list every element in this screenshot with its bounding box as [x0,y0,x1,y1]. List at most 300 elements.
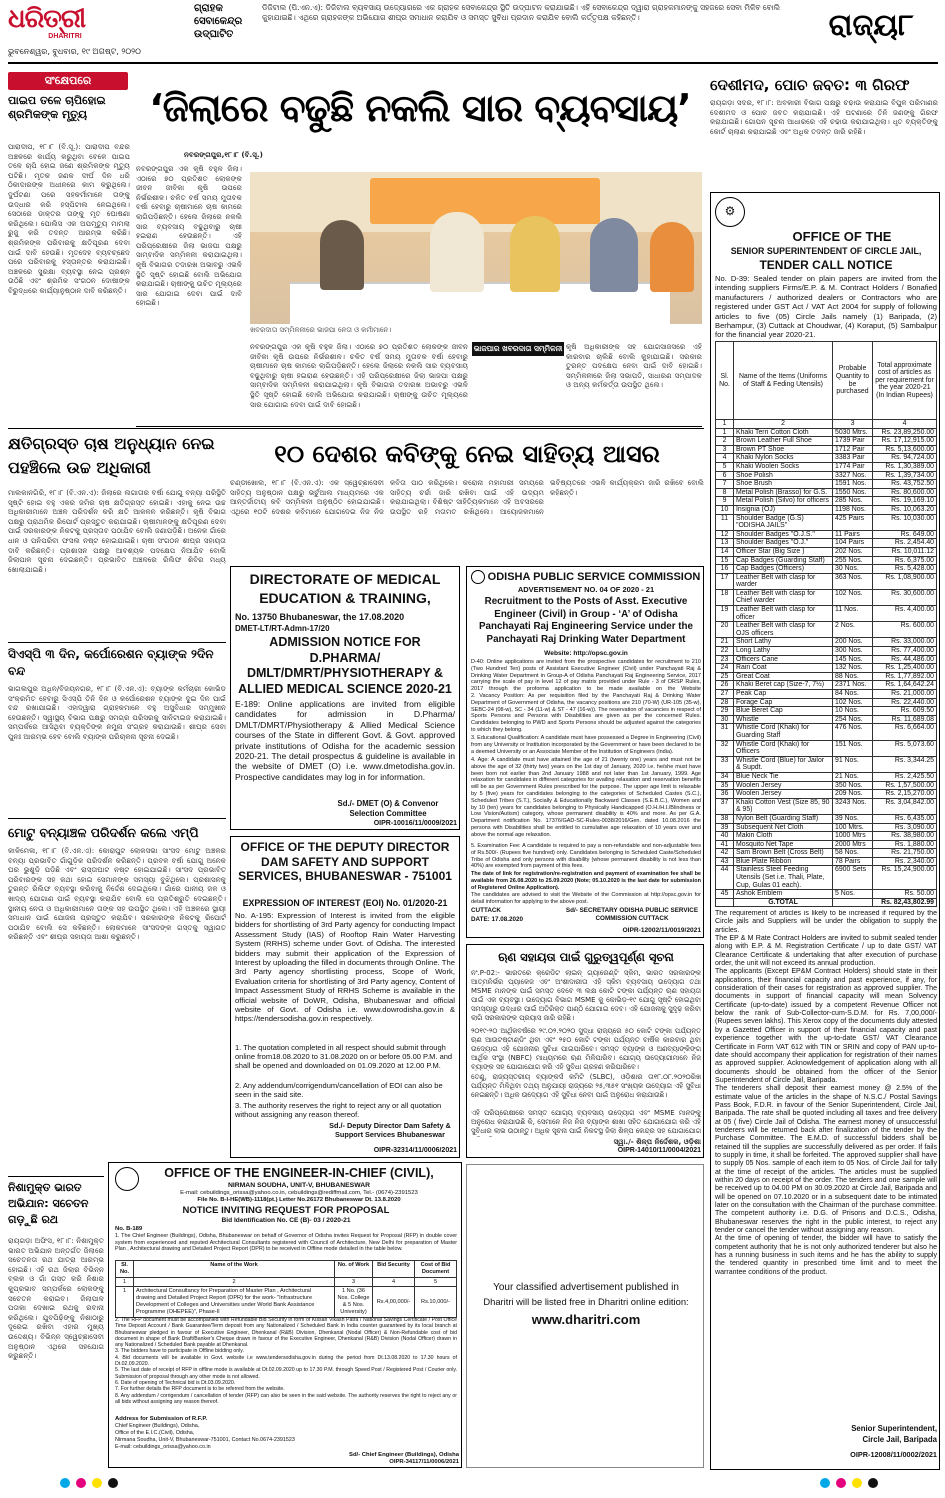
jail-total-label: G.TOTAL [734,898,833,907]
eic-th-sl: Sl. No. [116,1261,134,1278]
opsc-para-7: The candidates are advised to visit the Website of the Commission at http://opsc.gov.in for detail information for applying to the above post. [471,892,701,905]
jail-cell-sl: 37 [716,798,734,814]
jail-th-sl: Sl. No. [716,342,734,420]
eic-note: 8. Any addendum / corrigendum / cancellation of tender (RFP) can also be seen in the said website. The authority reserves the right to reject any or all bids without assigning any reason thereof. [115,1392,457,1405]
jail-cell-qty: 285 Nos. [833,497,873,506]
jail-cell-item: Rain Coat [734,664,833,673]
jail-table-body [716,428,937,898]
jail-cell-item: Leather Belt with clasp for officer [734,606,833,622]
eic-bid-id: Bid Identification No. CE (B)- 03 / 2020-21 [221,1217,351,1224]
jail-cell-qty: 1739 Pair [833,437,873,446]
jail-cell-qty: 254 Nos. [833,715,873,724]
jail-cell-cost: Rs. 77,400.00 [873,647,937,656]
brief-text: ପାରାଦୀପ, ୧୮।୮ (ବି.ସୂ.): ପାରାଦୀପ ବନ୍ଦର ଅଞ୍ଚଳରେ କାର୍ଯ୍ୟ କରୁଥିବା ବେଳେ ପାଇପ ତଳେ ଚାପି ହୋଇ ଜଣେ ଶ୍ରମିକଙ୍କ ମୃତ୍ୟୁ ଘଟିଛି। ମୃତକ ଜଣକ ଦୀର୍ଘ ଦିନ ଧରି ଠିକାଦାରଙ୍କ ଅଧୀନରେ କାମ କରୁଥିଲେ। ଦୁର୍ଘଟଣା ପରେ ସହକର୍ମୀମାନେ ତାଙ୍କୁ ଉଦ୍ଧାର କରି ହସ୍ପିଟାଲ ନେଇଥିଲେ। ସେଠାରେ ଡାକ୍ତର ତାଙ୍କୁ ମୃତ ଘୋଷଣା କରିଥିଲେ। ପୋଲିସ ଏକ ଅପମୃତ୍ୟୁ ମାମଲା ରୁଜୁ କରି ତଦନ୍ତ ଆରମ୍ଭ କରିଛି। ଶ୍ରମିକଙ୍କ ପରିବାରକୁ କ୍ଷତିପୂରଣ ଦେବା ପାଇଁ ଦାବି ହେଉଛି। ମୃତଦେହ ବ୍ୟବଚ୍ଛେଦ ପରେ ପରିବାରକୁ ହସ୍ତାନ୍ତର କରାଯାଇଛି। ଅଞ୍ଚଳରେ ସୁରକ୍ଷା ବ୍ୟବସ୍ଥା ନେଇ ପ୍ରଶ୍ନ ଉଠିଛି ଏବଂ ଶ୍ରମିକ ସଂଗଠନ ଦୋଷୀଙ୍କ ବିରୁଦ୍ଧରେ କାର୍ଯ୍ୟାନୁଷ୍ଠାନ ଦାବି କରିଛନ୍ତି। [8,142,130,295]
section-title: ରାଜ୍ୟ [828,8,898,43]
jail-cell-cost: Rs. 2,454.40 [873,539,937,548]
eic-num: 3 [335,1277,373,1287]
jail-cell-sl: 7 [716,480,734,489]
jail-cell-sl: 22 [716,647,734,656]
jail-cell-sl: 35 [716,781,734,790]
dam-point-2: 2. Any addendum/corrigendum/cancellation of EOI can also be seen in the said site. [235,1081,443,1100]
jail-cell-qty: 88 Nos. [833,672,873,681]
jail-sign-1: Senior Superintendent, [851,1424,937,1433]
jail-cell-cost: Rs. 10,011.12 [873,547,937,556]
jail-cell-qty: 151 Nos. [833,740,873,756]
brief-headline: ପାଇପ ତଳେ ଚାପିହୋଇ ଶ୍ରମିକଙ୍କ ମୃତ୍ୟୁ [8,94,106,121]
jail-cell-qty: 6900 Sets [833,866,873,890]
dam-point-1: 1. The quotation completed in all respect should submit through online from18.08.2020 to 31.08.2020 on or before 05.00 P.M. and shall be opened and downloaded on 01.09.2020 at 12.00 P.M. [235,1043,453,1071]
jail-cell-cost: Rs. 4,400.00 [873,606,937,622]
jail-cell-sl: 39 [716,823,734,832]
jail-cell-qty: 102 Nos. [833,698,873,707]
opsc-date: DATE: 17.08.2020 [471,916,524,923]
eic-cell-sl: 1 [116,1287,134,1317]
divider-left [8,428,704,429]
dam-title: EXPRESSION OF INTEREST (EOI) No. 01/2020-21 [242,898,448,908]
jail-total-spacer [716,898,734,907]
opsc-code: OIPR-12002/11/0019/2021 [622,927,701,934]
jail-cell-item: Khaki Nylon Socks [734,454,833,463]
jail-cell-item: Subsequent Net Cloth [734,823,833,832]
eic-ad [108,1162,462,1468]
lead-photo-caption: ଖବରଦାତା ସମ୍ମିଳନୀରେ ଭାଜପା ନେତା ଓ କର୍ମୀମାନେ। [250,326,392,334]
jail-col-num: 1 [716,420,734,429]
divider-rath [8,1176,104,1177]
jail-cell-item: Blue Beret Cap [734,707,833,716]
jail-cell-sl: 2 [716,437,734,446]
jail-cell-sl: 13 [716,539,734,548]
eic-th-cost: Cost of Bid Document [415,1261,457,1278]
jail-cell-qty: 363 Nos. [833,573,873,589]
eic-num: 5 [415,1277,457,1287]
jail-table-row [716,547,937,556]
lead-subhead-label: ଭାଜପାର ଖବରଦାତା ସମ୍ମିଳନୀ [473,344,563,353]
jail-terms: The requirement of articles is likely to be increased if required by the Circle jails and Suppliers will be under the obligation to supply the articles. The EP & M Rate Contract Holders are invited to submit sealed tender along with E.P. & M. Registration Certificate / up to date GST/ VAT Clearance Certificate & undertaking that after execution of purchase order, the unit will not exceed its annual production. The applicants (Except EP&M Contract Holders) should state in their applications, their financial capacity and past experience, if any, for consideration of their cases for registration as approved supplier. The documents in support of financial capacity will mean Solvency Certificate (up-to-date) issued by a competent Revenue Officer not below the rank of Sub-Collector-cum-S.D.M. for Rs. 7,00,000/- (Rupees seven lakhs). This Xerox copy of the documents duly attested by a Gazetted Officer in support of their financial capacity and past experience together with the up-to-date GST/ VAT Clearance Certificate in Form VAT 612 with TIN or SRIN and copy of PAN up-to-date should accompany their application for registration of their names as approved supplier. Acknowledgement of application along with all documents should be obtained from the officer of the Senior Superintendent of Circle Jail, Baripada. The tenderers shall deposit their earnest money @ 2.5% of the estimate value of the articles in the shape of N.S.C./ Postal Savings Pass Book, F.D.R. in favour of the Senior Superintendent, Circle Jail, Baripada. The rate shall be quoted including all taxes and free delivery at 05 ( five) Circle Jail of Odisha. The earnest money of unsuccessful tenderers will be returned back after finalization of the tender by the Purchase Committee. The E.M.D. of successful bidders shall be retained till the supplies are successfully delivered as per order. If fails to supply in time, it shall be forfeited. The approved supplier shall have to supply 05 Nos. sample of each item to 05 Nos. of Circle Jail for tally at the time of receipt of the articles. The articles must be supplied within 20 days on receipt of the order. The tenders and one sample will be received up to 04.00 PM on 30.09.2020 at Circle Jail, Baripada and will be opened on 07.10.2020 or in a subsequent date to be intimated later on the consultation with the Chairman of the purchase committee. The competent authority i.e. D.G. of Prisons and D.C.S., Odisha, Bhubaneswar reserves the right in the public interest, to reject any tender or cancel the tender without assigning any reason. At the time of opening of tender, the bidder will have to satisfy the competent authority that he is not only authorized tenderer but also he has a running business in such items and he has the ability to supply the tendered quantity in prescribed time limit and to meet the warrantee conditions of the product. [715,910,937,1276]
opsc-ad [466,566,704,938]
jail-table-row [716,840,937,849]
opsc-para-1: D-40: Online applications are invited from the prospective candidates for recruitment to 210 (Two Hundred Ten) posts of Assistant Executive Engineer (Civil) under Panchayati Raj & Drinking Water Department in Group-A of Odisha Panchayati Raj Engineering Service, 2017 carrying the scale of pay in level 12 of pay matrix provided under Rule - 3 of ORSP Rules, 2017 through the proforma application to be made available on the Website [471,659,701,693]
eic-note: 6. Date of opening of Technical bid is Dt.03.09.2020. [115,1379,236,1386]
jail-cell-sl: 6 [716,471,734,480]
loan-headline: ଋଣ ସହାୟତା ପାଇଁ ଗୁରୁତ୍ୱପୂର୍ଣ୍ଣ ସୂଚନା [498,950,674,964]
lead-text-a: ନବରଙ୍ଗପୁର ଏକ କୃଷି ବହୁଳ ଜିଲା। ଏଠାରେ ୭୦ ପ୍ରତିଶତ ଲୋକଙ୍କ ଜୀବନ ଜୀବିକା କୃଷି ଉପରେ ନିର୍ଭରଶୀଳ। ଚଳିତ ବର୍ଷ ସମୟ ମୁତାବକ ବର୍ଷା ହେବାରୁ ଚାଷୀମାନେ ଚାଷ କାମରେ ଲାଗିପଡ଼ିଛନ୍ତି। ହେଲେ ଜିଲାରେ ନକଲି ସାର ବ୍ୟବସାୟ ବଢୁଥିବାରୁ ଚାଷୀ ହଇରାଣ ହେଉଛନ୍ତି। ଏହି ପରିପ୍ରେକ୍ଷୀରେ ଜିଲା ଭାଜପା ପକ୍ଷରୁ ସାମ୍ବାଦିକ ସମ୍ମିଳନୀ କରାଯାଇଥିଲା। କୃଷି ବିଭାଗର ତଦାରଖ ଅଭାବରୁ ଏଭଳି ସ୍ଥିତି ସୃଷ୍ଟି ହୋଇଛି ବୋଲି ଅଭିଯୋଗ କରାଯାଇଛି। ଚାଷୀଙ୍କୁ ଉଚିତ ମୂଲ୍ୟରେ ସାର ଯୋଗାଇ ଦେବା ପାଇଁ ଦାବି ହୋଇଛି। [136,164,242,308]
jail-cell-item: Shoulder Badges "O.J.S." [734,530,833,539]
masthead-logo-sub: DHARITRI [48,33,82,40]
jail-cell-item: Peak Cap [734,690,833,699]
jail-cell-qty: 209 Nos. [833,790,873,799]
eic-th-security: Bid Security [373,1261,415,1278]
jail-cell-cost: Rs. 2,425.50 [873,772,937,781]
jail-cell-item: Officers Cane [734,655,833,664]
jail-cell-item: Whistle [734,715,833,724]
jail-table-row [716,480,937,489]
eic-table [115,1260,457,1318]
jail-cell-item: Shoulder Badge (G.S) "ODISHA JAILS" [734,514,833,530]
jail-cell-sl: 32 [716,740,734,756]
jail-cell-item: Khaki Terri Cotton Cloth [734,428,833,437]
jail-cell-qty: 145 Nos. [833,655,873,664]
jail-col-num: 3 [833,420,873,429]
online-promo [466,1164,704,1468]
jail-cell-item: Shoulder Badges "O.J." [734,539,833,548]
jail-cell-item: Leather Belt with clasp for Chief warder [734,589,833,605]
jail-cell-cost: Rs. 1,77,892.00 [873,672,937,681]
jail-table-row [716,497,937,506]
jail-cell-cost: Rs. 6,435.00 [873,814,937,823]
jail-cell-cost: Rs. 21,000.00 [873,690,937,699]
atm-headline: ସିଏସ୍‌ପି ୩ ଦିନ, କର୍ପୋରେଶନ ବ୍ୟାଙ୍କ ୨ଦିନ ବନ୍ଦ [8,647,214,678]
loan-notice [466,944,704,1158]
eic-address-head: Address for Submission of R.F.P. [115,1416,208,1422]
jail-cell-sl: 36 [716,790,734,799]
jail-cell-qty: 78 Pairs [833,857,873,866]
jail-table-row [716,514,937,530]
jail-cell-sl: 15 [716,556,734,565]
jail-cell-item: Officer Star (Big Size ) [734,547,833,556]
eic-num: 1 [116,1277,134,1287]
jail-table-row [716,488,937,497]
rath-text: ରାୟଗଡ଼ା ଅଫିସ, ୧୮।୮: ନିଶାମୁକ୍ତ ଭାରତ ଅଭିଯାନ ଅନ୍ତର୍ଗତ ଜିଲାରେ ସଚେତନତା ରଥ ଯାତ୍ରା ଆରମ୍ଭ ହୋଇଛି। ଏହି ରଥ ଜିଲାର ବିଭିନ୍ନ ବ୍ଲକ ଓ ଗାଁ ଗସ୍ତ କରି ନିଶାର କୁପ୍ରଭାବ ସମ୍ପର୍କରେ ଲୋକଙ୍କୁ ସଚେତନ କରାଇବ। ଜିଲାପାଳ ପତାକା ଦେଖାଇ ରଥକୁ ରବାନା କରିଥିଲେ। ଯୁବପିଢ଼ିଙ୍କୁ ନିଶାଠାରୁ ଦୂରେଇ ରଖିବା ଏହାର ମୁଖ୍ୟ ଉଦ୍ଦେଶ୍ୟ। ବିଭିନ୍ନ ସ୍ୱେଚ୍ଛାସେବୀ ଅନୁଷ୍ଠାନ ଏଥିରେ ସହଯୋଗ କରୁଛନ୍ତି। [8,1236,104,1361]
service-text: ଡିଜିଟାଲ (ପି.ଏନ.ଏ): ଡିଜିଟାଲ ବ୍ୟବସାୟ ଉଦ୍ୟୋଗରେ ଏକ ଗ୍ରାହକ ସେବାକେନ୍ଦ୍ର ସ୍ଥିତି ଉଦ୍‌ଘାଟନ କରାଯାଇଛି। ଏହି ସେବାକେନ୍ଦ୍ର ଦ୍ୱାରା ଗ୍ରାହକମାନଙ୍କୁ ସହଜରେ ସେବା ମିଳିବ ବୋଲି କୁହାଯାଇଛି। ଏଥିରେ ଗ୍ରାହକଙ୍କ ଅଭିଯୋଗ ଶୀଘ୍ର ସମାଧାନ କରାଯିବ ଓ ସମସ୍ତ ସୁବିଧା ପ୍ରଦାନ କରାଯିବ ବୋଲି କର୍ତ୍ତୃପକ୍ଷ କହିଛନ୍ତି। [262,3,780,22]
jail-cell-item: Makin Cloth [734,832,833,841]
jail-cell-sl: 17 [716,573,734,589]
jail-table-row [716,832,937,841]
jail-total-row [716,898,937,907]
jail-items-table [715,341,937,907]
jail-cell-sl: 44 [716,866,734,890]
atm-text: ଭାଗଲପୁର ଅଧିନ/ବିଜୟନଗର, ୧୮।୮ (ବି.ଏନ.ଏ): ବ୍ୟାଙ୍କ କର୍ମଚାରୀ କୋଭିଡ ସଂକ୍ରମିତ ହେବାରୁ ସିଏସ୍‌ପି ତିନି ଦିନ ଓ କର୍ପୋରେଶନ ବ୍ୟାଙ୍କ ଦୁଇ ଦିନ ପାଇଁ ବନ୍ଦ ରଖାଯାଇଛି। ଏହାଦ୍ୱାରା ଗ୍ରାହକମାନେ ବହୁ ଅସୁବିଧାର ସମ୍ମୁଖୀନ ହେଉଛନ୍ତି। ସ୍ୱାସ୍ଥ୍ୟ ବିଭାଗ ପକ୍ଷରୁ ସମଗ୍ର ପରିସରକୁ ସାନିଟାଇଜ କରାଯାଇଛି। ସମ୍ପର୍କରେ ଆସିଥିବା ବ୍ୟକ୍ତିଙ୍କ ନମୁନା ସଂଗ୍ରହ କରାଯାଉଛି। ଶୀଘ୍ର ସେବା ପୁନଃ ଆରମ୍ଭ ହେବ ବୋଲି ବ୍ୟାଙ୍କ ପରିଚାଳନା ସୂଚନା ଦେଇଛି। [8,684,226,741]
jail-table-row [716,790,937,799]
jail-cell-item: Shoe Polish [734,471,833,480]
jail-cell-qty: 21 Nos. [833,772,873,781]
jail-cell-sl: 10 [716,505,734,514]
jail-table-numbers [716,420,937,429]
jail-cell-qty: 58 Nos. [833,849,873,858]
registration-mark-magenta [836,1478,846,1488]
farmers-text: ମାଲକାନଗିରି, ୧୮।୮ (ବି.ଏନ.ଏ): ଜିଲାରେ ଲଗାତାର ବର୍ଷା ଯୋଗୁ ବନ୍ୟା ପରିସ୍ଥିତି ସୃଷ୍ଟି ହୋଇ ବହୁ ଏକର ଜମିର ଚାଷ କ୍ଷତିଗ୍ରସ୍ତ ହୋଇଛି। ଏହାକୁ ନେଇ ଉଚ୍ଚ ଅଧିକାରୀମାନେ ଅଞ୍ଚଳ ପରିଦର୍ଶନ କରି କ୍ଷତି ଆକଳନ କରିଛନ୍ତି। କୃଷି ବିଭାଗ ପକ୍ଷରୁ ପ୍ରାଥମିକ ରିପୋର୍ଟ ପ୍ରସ୍ତୁତ କରାଯାଇଛି। ଚାଷୀମାନଙ୍କୁ କ୍ଷତିପୂରଣ ଦେବା ପାଇଁ ସରକାରଙ୍କ ନିକଟକୁ ପ୍ରସ୍ତାବ ପଠାଯିବ ବୋଲି ଜଣାପଡ଼ିଛି। ଅନେକ ଗାଁରେ ଧାନ ଓ ପନିପରିବା ଫସଲ ନଷ୍ଟ ହୋଇଯାଇଛି। ଚାଷୀ ସଂଗଠନ ଶୀଘ୍ର ସହାୟତା ଦାବି କରିଛନ୍ତି। ପ୍ରଶାସନ ପକ୍ଷରୁ ଆବଶ୍ୟକ ପଦକ୍ଷେପ ନିଆଯିବ ବୋଲି ଜିଲାପାଳ ସୂଚନା ଦେଇଛନ୍ତି। ପ୍ରଭାବିତ ଅଞ୍ଚଳରେ ରିଲିଫ ଶିବିର ମଧ୍ୟ ଖୋଲାଯାଇଛି। [8,488,226,574]
jail-cell-sl: 38 [716,814,734,823]
jail-cell-cost: Rs. 11,689.08 [873,715,937,724]
jail-cell-cost: Rs. 80,600.00 [873,488,937,497]
jail-cell-sl: 34 [716,772,734,781]
eic-num: 2 [134,1277,335,1287]
photo-person-1 [320,220,364,290]
jail-cell-cost: Rs. 38,980.00 [873,832,937,841]
jail-table-row [716,798,937,814]
jail-table-row [716,681,937,690]
jail-cell-sl: 21 [716,638,734,647]
jail-cell-sl: 41 [716,840,734,849]
jail-cell-cost: Rs. 5,073.60 [873,740,937,756]
jail-cell-cost: Rs. 2,340.00 [873,857,937,866]
photo-person-3 [510,216,560,292]
jail-cell-sl: 19 [716,606,734,622]
eic-table-numbers [116,1277,457,1287]
jail-cell-item: Khaki Cotton Vest (Size 85, 90 & 95) [734,798,833,814]
jail-th-qty: Probable Quantity to be purchased [833,342,873,420]
jail-th-cost: Total approximate cost of articles as per requirement for the year 2020-21 (In Indian Rupees) [873,342,937,420]
jail-table-row [716,740,937,756]
eic-org: OFFICE OF THE ENGINEER-IN-CHIEF (CIVIL), [164,1166,434,1180]
jail-cell-cost: Rs. 649.00 [873,530,937,539]
jail-cell-qty: 11 Pairs [833,530,873,539]
jail-sign-2: Circle Jail, Baripada [862,1435,937,1444]
opsc-org: ODISHA PUBLIC SERVICE COMMISSION [487,571,701,583]
jail-cell-item: Blue Neck Tie [734,772,833,781]
page-number: ୮ [898,8,914,43]
jail-cell-item: Khaki Woolen Socks [734,462,833,471]
eic-note: 7. For further details the RFP document is to be referred from the website. [115,1386,285,1393]
jail-cell-sl: 26 [716,681,734,690]
jail-cell-qty: 300 Nos. [833,647,873,656]
jail-total-spacer [833,898,873,907]
jail-cell-qty: 425 Pairs [833,514,873,530]
jail-cell-sl: 45 [716,890,734,899]
jail-table-row [716,690,937,699]
eic-th-work: Name of the Work [134,1261,335,1278]
eic-file: File No. B-I-HE(WB)-1118(pt.) Letter No.26172 Bhubaneswar Dt. 13.8.2020 [197,1197,401,1203]
jail-cell-item: Great Coat [734,672,833,681]
jail-cell-qty: 255 Nos. [833,556,873,565]
jail-cell-item: Insignia (OJ) [734,505,833,514]
registration-mark-magenta [76,1478,86,1488]
jail-cell-sl: 14 [716,547,734,556]
jail-table-row [716,647,937,656]
jail-cell-item: Forage Cap [734,698,833,707]
eic-address: NIRMAN SOUDHA, UNIT-V, BHUBANESWAR [227,1182,371,1189]
jail-cell-cost: Rs. 609.50 [873,707,937,716]
jail-cell-qty: 5 Nos. [833,890,873,899]
dme-sign: Sd./- DMET (O) & Convenor Selection Committee [337,799,439,818]
jail-table-row [716,565,937,574]
eic-address-2: Office of the E.I.C.(Civil), Odisha, [115,1430,195,1436]
jail-cell-sl: 3 [716,445,734,454]
jail-cell-qty: 11 Nos. [833,606,873,622]
jail-cell-cost: Rs. 44,486.00 [873,655,937,664]
eic-num: 4 [373,1277,415,1287]
dme-org: DIRECTORATE OF MEDICAL EDUCATION & TRAINING, [249,571,441,606]
jail-cell-qty: 3383 Pair [833,454,873,463]
mp-text: କାଳିମେଳା, ୧୮।୮ (ବି.ଏନ.ଏ): କୋରାପୁଟ ଲୋକସଭା ସାଂସଦ ମୋଟୁ ଅଞ୍ଚଳର ବନ୍ୟା ପ୍ରଭାବିତ ଗାଁଗୁଡ଼ିକ ପରିଦର୍ଶନ କରିଛନ୍ତି। ପ୍ରବଳ ବର୍ଷା ଯୋଗୁ ଅନେକ ଘର ଭୁଶୁଡ଼ି ପଡ଼ିଛି ଏବଂ ରାସ୍ତାଘାଟ ନଷ୍ଟ ହୋଇଯାଇଛି। ସାଂସଦ ପ୍ରଭାବିତ ପରିବାରଙ୍କ ସହ କଥା ହୋଇ ସେମାନଙ୍କ ସମସ୍ୟା ବୁଝିଥିଲେ। ପ୍ରଶାସନକୁ ତୁରନ୍ତ ରିଲିଫ ବ୍ୟବସ୍ଥା କରିବାକୁ ନିର୍ଦ୍ଦେଶ ଦେଇଥିଲେ। ଗାଁରେ ପାନୀୟ ଜଳ ଓ ଖାଦ୍ୟ ଯୋଗାଣ ପାଇଁ ବ୍ୟବସ୍ଥା କରାଯିବ ବୋଲି ସେ ପ୍ରତିଶ୍ରୁତି ଦେଇଛନ୍ତି। ସ୍ଥାନୀୟ ନେତା ଓ ଅଧିକାରୀମାନେ ତାଙ୍କ ସହ ଉପସ୍ଥିତ ଥିଲେ। ଏହି ଅଞ୍ଚଳରେ ସ୍ଥାୟୀ ସମାଧାନ ପାଇଁ ଯୋଜନା ପ୍ରସ୍ତୁତ କରାଯିବ। ସରକାରଙ୍କ ନିକଟକୁ ରିପୋର୍ଟ ପଠାଯିବ ବୋଲି ସେ କହିଛନ୍ତି। ଲୋକମାନେ ସାଂସଦଙ୍କ ଗସ୍ତକୁ ସ୍ୱାଗତ କରିଛନ୍ତି ଏବଂ ଶୀଘ୍ର ସହାୟତା ଆଶା କରୁଛନ୍ତି। [8,846,226,942]
jail-cell-sl: 20 [716,622,734,638]
dme-code: OIPR-10016/11/0009/2021 [373,820,457,827]
jail-cell-qty: 5030 Mtrs. [833,428,873,437]
jail-cell-qty: 104 Pairs [833,539,873,548]
jail-cell-sl: 43 [716,857,734,866]
eic-note: 5. The last date of receipt of RFP in offline mode is available at Dt.02.09.2020 up to 17.30 P.M. through Speed Post / Registered Post / Courier only. Submission of proposal through any other mode is not allowed. [115,1367,457,1380]
poets-headline: ୧୦ ଦେଶର କବିଙ୍କୁ ନେଇ ସାହିତ୍ୟ ଆସର [274,440,660,468]
jail-org-1: OFFICE OF THE [792,229,892,244]
jail-cell-cost: Rs. 3,344.25 [873,756,937,772]
opsc-title: Recruitment to the Posts of Asst. Executive Engineer (Civil) in Group - ‘A’ of Odisha Panchayati Raj Engineering Service under the Panchayati Raj Drinking Water Department [479,596,693,645]
jail-cell-sl: 25 [716,672,734,681]
jail-table-row [716,814,937,823]
jail-cell-cost: Rs. 21,750.00 [873,849,937,858]
lead-subhead [472,342,564,356]
jail-cell-item: Shoe Brush [734,480,833,489]
jail-cell-qty: 2371 Nos. [833,681,873,690]
jail-emblem-icon: ⚙ [715,197,745,227]
dme-number: No. 13750 Bhubaneswar, the 17.08.2020 [235,612,405,622]
jail-cell-cost: Rs. 23,89,250.00 [873,428,937,437]
jail-cell-sl: 28 [716,698,734,707]
jail-table-row [716,622,937,638]
jail-cell-qty: 132 Nos. [833,664,873,673]
jail-cell-item: Blue Plate Ribbon [734,857,833,866]
lead-side-text: କୃଷି ଅଧିକାରୀଙ୍କ ସହ ଯୋଗସାଜସରେ ଏହି କାରବାର ଚାଲିଛି ବୋଲି କୁହାଯାଇଛି। ସରକାର ତୁରନ୍ତ ପଦକ୍ଷେପ ନେବା ପାଇଁ ଦାବି ହୋଇଛି। ସମ୍ମିଳନୀରେ ଜିଲା ସଭାପତି, ସାଧାରଣ ସମ୍ପାଦକ ଓ ଅନ୍ୟ କର୍ମକର୍ତ୍ତା ଉପସ୍ଥିତ ଥିଲେ। [566,342,702,390]
promo-url[interactable]: www.dharitri.com [531,1312,641,1327]
jail-cell-sl: 18 [716,589,734,605]
jail-table-row [716,437,937,446]
jail-cell-item: Brown PT Shoe [734,445,833,454]
jail-cell-item: Nylon Belt (Guarding Staff) [734,814,833,823]
eic-th-count: No. of Work [335,1261,373,1278]
jail-cell-cost: Rs. 1,25,400.00 [873,664,937,673]
jail-cell-cost: Rs. 94,724.00 [873,454,937,463]
jail-cell-cost: Rs. 2,15,270.00 [873,790,937,799]
dam-code: OIPR-32314/11/0006/2021 [373,1147,457,1154]
jail-cell-item: Leather Belt with clasp for warder [734,573,833,589]
eic-title: NOTICE INVITING REQUEST FOR PROPOSAL [182,1205,390,1216]
jail-cell-cost: Rs. 3,04,842.00 [873,798,937,814]
jail-cell-cost: Rs. 5,13,600.00 [873,445,937,454]
jail-cell-item: Whistle Cord (Blue) for Jailor & Supdt. [734,756,833,772]
eic-cell-work: Architectural Consultancy for Preparation of Master Plan , Architectural drawing and Detailed Project Report (DPR) for the work- "Infrastructure Development of Colleges and Universities under World Bank Assistance Programme (OHEPEE)", Phase-II [134,1287,335,1317]
jail-cell-item: Whistle Cord (Khaki) for Guarding Staff [734,724,833,740]
jail-table-row [716,707,937,716]
jail-cell-qty: 1774 Pair [833,462,873,471]
eic-note: 2. The RFP document must be accompanied with Refundable Bid Security in form of Kissan Vikash Patra / National Savings Certificate / Post Office Time Deposit Account / Bank Guarantee/Term deposit from any Nationalized / Scheduled Bank in India counter guaranteed by its local branch at Bhubaneswar pledged in favour of Executive Engineer, Dhenkanal (R&B) Division, Dhenkanal (Nodal Officer) & Non-Refundable cost of bid document in shape of Bank Draft/Banker's Cheque drawn in favour of the Executive Engineer, Dhenkanal (R&B) Division (Nodal Officer) drawn in any Nationalized / Scheduled Bank payable at Dhenkanal. [115,1317,457,1349]
jail-cell-sl: 23 [716,655,734,664]
registration-mark-yellow [852,1478,862,1488]
lead-headline: ‘ଜିଲାରେ ବଢୁଛି ନକଲି ସାର ବ୍ୟବସାୟ’ [149,86,691,130]
photo-person-2 [430,212,484,292]
jail-cell-qty: 3327 Nos. [833,471,873,480]
jail-cell-qty: 2000 Mtrs [833,840,873,849]
opsc-place: CUTTACK [471,907,501,914]
jail-table-row [716,781,937,790]
jail-cell-qty: 39 Nos. [833,814,873,823]
jail-code: OIPR-12008/11/0002/2021 [850,1450,937,1459]
jail-cell-sl: 11 [716,514,734,530]
jail-table-row [716,672,937,681]
eic-cell-security: Rs.4,00,000/- [373,1287,415,1317]
jail-cell-cost: Rs. 10,063.20 [873,505,937,514]
jail-cell-cost: Rs. 5,428.00 [873,565,937,574]
jail-cell-sl: 31 [716,724,734,740]
loan-text-2: ୨୦୧୯-୨୦ ଆର୍ଥିକବର୍ଷରେ ୨୯.୦୨.୨୦୨୦ ସୁଦ୍ଧା ରାଜ୍ୟରେ ୫୦ କୋଟି ଟଙ୍କା ପର୍ଯ୍ୟନ୍ତ ଋଣ ଆଉଟଷ୍ଟାଣ୍ଡିଂ ଥିବା ଏବଂ ୨୫୦ କୋଟି ଟଙ୍କା ପର୍ଯ୍ୟନ୍ତ ବାର୍ଷିକ କାରବାର ଥିବା ଉଦ୍ୟୋଗ ଏହି ଯୋଜନାର ସୁବିଧା ପାଇପାରିବେ। ସମସ୍ତ ବ୍ୟାଙ୍କ ଓ ଅଣବ୍ୟାଙ୍କିଙ୍ଗ ଆର୍ଥିକ ସଂସ୍ଥା (NBFC) ମାଧ୍ୟମରେ ଋଣ ମିଳିପାରିବ। ଯୋଗ୍ୟ ଉଦ୍ୟୋଗୀମାନେ ନିଜ ବ୍ୟାଙ୍କ ସହ ଯୋଗାଯୋଗ କରି ଏହି ସୁବିଧା ଗ୍ରହଣ କରିପାରିବେ। [471,1027,701,1071]
jail-cell-qty: 1712 Pair [833,445,873,454]
jail-cell-cost: Rs. 50.00 [873,890,937,899]
jail-cell-qty: 10 Nos. [833,707,873,716]
jail-cell-qty: 84 Nos. [833,690,873,699]
opsc-para-2: 2. Vacancy Position: As per requisition filed by the Panchayati Raj & Drinking Water Department of Government of Odisha, the vacancy positions are 210 (70-W) (UR-105 (35-w), SEBC-24 (08-w), SC - 34 (11-w) & ST - 47 (16-w)). The reservation of vacancies in respect of Sports Persons and Persons with Disabilities are given as per the concerned Rules. Candidates belonging to PWD and Sports Persons should be adjusted against the categories to which they belong. [471,693,701,733]
jail-cell-item: Sam Brown Belt (Cross Belt) [734,849,833,858]
jail-table-row [716,445,937,454]
jail-cell-item: Brown Leather Full Shoe [734,437,833,446]
eic-address-1: Chief Engineer (Buildings), Odisha, [115,1423,200,1429]
jail-cell-cost: Rs. 600.00 [873,622,937,638]
jail-cell-item: Metal Polish (Brasso) for G.S. [734,488,833,497]
jail-cell-cost: Rs. 19,169.10 [873,497,937,506]
jail-cell-cost: Rs. 43,752.50 [873,480,937,489]
eic-table-header [116,1261,457,1278]
dme-ref: DMET-LT/RT-Admn-17/20 [235,624,330,633]
divider-mp [8,818,226,819]
jail-table-row [716,724,937,740]
jail-cell-cost: Rs. 1,30,389.00 [873,462,937,471]
jail-cell-sl: 4 [716,454,734,463]
jail-cell-qty: 350 Nos. [833,781,873,790]
jail-table-row [716,638,937,647]
jail-title: TENDER CALL NOTICE [759,258,893,272]
eic-emblem [115,1167,139,1191]
opsc-sign: Sd/- SECRETARY ODISHA PUBLIC SERVICE COMMISSION CUTTACK [565,907,699,923]
opsc-website: Website: http://opsc.gov.in [544,650,628,657]
eic-note: 4. Bid documents will be available in Govt. website i.e www.tendersodisha.gov.in during the period from Dt.13.08.2020 to 17.30 hours of Dt.02.09.2020. [115,1354,457,1368]
masthead [0,0,945,66]
registration-mark-cyan [820,1478,830,1488]
mp-headline: ମୋଟୁ ବନ୍ୟାଞ୍ଚଳ ପରିଦର୍ଶନ କଲେ ଏମ୍‌ପି [8,825,199,840]
jail-table-row [716,823,937,832]
jail-cell-sl: 16 [716,565,734,574]
farmers-headline: କ୍ଷତିଗ୍ରସ୍ତ ଚାଷ ଅନୁଧ୍ୟାନ ନେଇ ପହଞ୍ଚିଲେ ଉଚ୍ଚ ଅଧିକାରୀ [8,434,215,477]
jail-cell-cost: Rs. 3,090.00 [873,823,937,832]
dam-body: No. A-195: Expression of Interest is invited from the eligible bidders for shortlisting of 3rd Party agency for conducting Impact Assessment Study (IAS) of Rooftop Rain Water Harvesting System (RRHS) scheme under Govt. of Odisha. The interested bidders may submit their application of the Expression of Interest by uploading the filled in documents through Online. The 3rd Party agency shortlisting process, Scope of Work, Evaluation criteria for shortlisting of 3rd Party agency, Content of Impact Assessment Study of RRHS Scheme is available in the official website of DoWR, Odisha, Bhubaneswar and official website of Govt. of Odisha i.e. www.dowrodisha.gov.in & https://tendersodisha.gov.in respectively. [235,911,455,1024]
jail-total-value: Rs. 82,43,802.99 [873,898,937,907]
jail-table-row [716,505,937,514]
jail-cell-qty: 100 Mtrs. [833,823,873,832]
eic-notes [115,1317,457,1413]
promo-line-1: Your classified advertisement published in [493,1282,679,1293]
dam-sign: Sd./- Deputy Director Dam Safety & Support Services Bhubaneswar [329,1121,451,1139]
registration-mark-cyan [60,1478,70,1488]
jail-cell-qty: 1550 Nos. [833,488,873,497]
jail-cell-qty: 1198 Nos. [833,505,873,514]
jail-cell-sl: 33 [716,756,734,772]
eic-note: 3. The bidders have to participate in Offline bidding only. [115,1348,244,1355]
jail-cell-qty: 202 Nos. [833,547,873,556]
jail-cell-cost: Rs. 1,57,500.00 [873,781,937,790]
jail-cell-qty: 3243 Nos. [833,798,873,814]
opsc-emblem [471,570,485,584]
jail-table-row [716,539,937,548]
jail-table-row [716,471,937,480]
jail-intro: No. D-39: Sealed tender on plain papers are invited from the intending suppliers Firms/E.P. & M. Contract Holders / Bonafied manufacturers / authorized dealers or Contractors who are registered under GST Act / VAT Act 2004 for supply of following articles to five (05) Circle Jails namely (1) Baripada, (2) Berhampur, (3) Cuttack at Choudwar, (4) Koraput, (5) Sambalpur for the financial year 2020-21. [715,274,937,340]
opsc-para-5: 5. Examination Fee: A candidate is required to pay a non-refundable and non-adjustable fees of Rs.500/- (Rupees five hundred) only. Candidates belonging to Scheduled Caste/Scheduled Tribe of Odisha and only persons with disability (whose permanent disability is not less than 40%) are exempted from payment of this fees. [471,843,701,870]
jail-cell-sl: 1 [716,428,734,437]
jail-org-2: SENIOR SUPERINTENDENT OF CIRCLE JAIL, [730,246,922,256]
jail-col-num: 2 [734,420,833,429]
jail-table-header [716,342,937,420]
photo-person-4 [590,218,638,292]
promo-line-2: Dharitri will be listed free in Dharitri online edition: [483,1296,689,1307]
jail-table-row [716,428,937,437]
registration-mark-yellow [92,1478,102,1488]
jail-cell-item: Stainless Steel Feeding Utensils (Set i.e. Thali, Plate, Cup, Gulas 01 each). [734,866,833,890]
jail-cell-item: Mosquito Net Tape [734,840,833,849]
dam-org: OFFICE OF THE DEPUTY DIRECTOR DAM SAFETY AND SUPPORT SERVICES, BHUBANESWAR - 751001 [238,840,452,883]
jail-table-row [716,857,937,866]
dme-ad [230,566,460,830]
jail-cell-item: Whistle Cord (Khaki) for Officers [734,740,833,756]
jail-table-row [716,462,937,471]
photo-banner [370,178,600,224]
jail-cell-cost: Rs. 6,375.00 [873,556,937,565]
jail-cell-item: Ashok Emblem [734,890,833,899]
jail-cell-item: Cap Badges (Guarding Staff) [734,556,833,565]
dam-ad [230,836,460,1158]
